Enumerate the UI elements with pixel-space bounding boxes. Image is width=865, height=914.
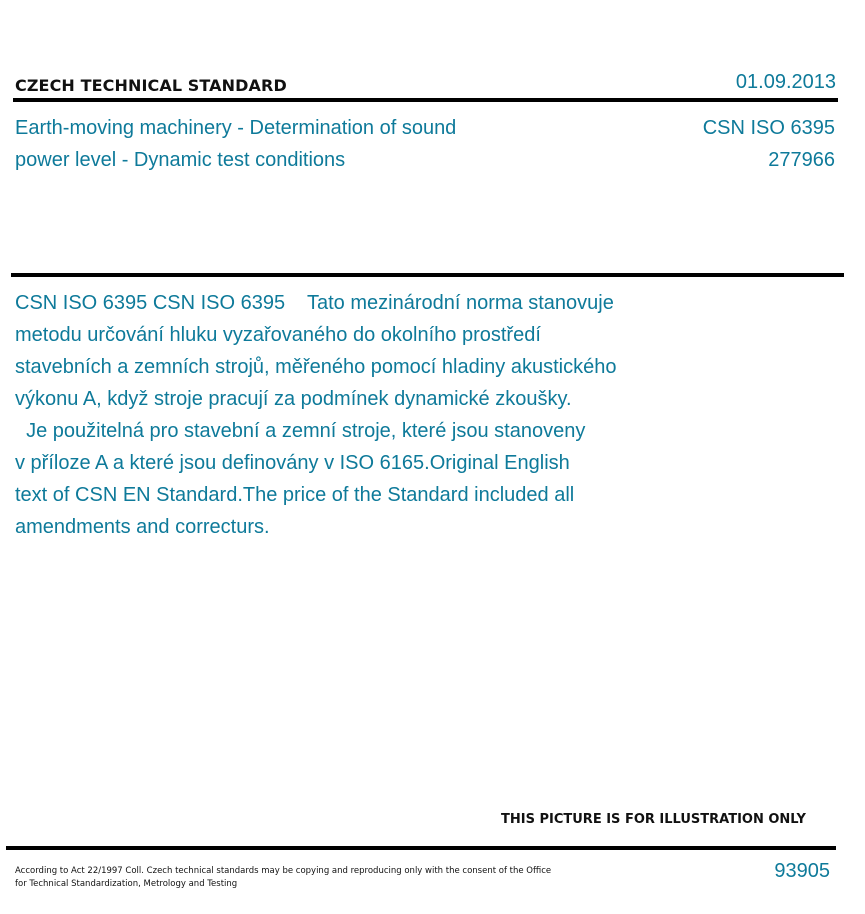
document-title-line-1: Earth-moving machinery - Determination of sound (15, 117, 457, 139)
abstract-line: výkonu A, když stroje pracují za podmínek dynamické zkoušky. (15, 388, 572, 410)
abstract-line: stavebních a zemních strojů, měřeného pomocí hladiny akustického (15, 356, 617, 378)
body-divider (11, 273, 844, 277)
document-title-line-2: power level - Dynamic test conditions (15, 149, 346, 171)
illustration-disclaimer: THIS PICTURE IS FOR ILLUSTRATION ONLY (501, 812, 806, 827)
footer-divider (6, 846, 836, 850)
abstract-line: Je použitelná pro stavební a zemní stroje, které jsou stanoveny (15, 420, 586, 442)
header-divider (13, 98, 838, 102)
publication-date: 01.09.2013 (735, 71, 836, 93)
legal-notice-line: for Technical Standardization, Metrology and Testing (15, 879, 238, 889)
legal-notice (15, 865, 585, 891)
abstract-line: amendments and correcturs. (15, 516, 270, 538)
catalog-number: 277966 (768, 149, 835, 171)
standard-code: CSN ISO 6395 (702, 117, 835, 139)
abstract-text (15, 287, 705, 543)
abstract-line: text of CSN EN Standard.The price of the Standard included all (15, 484, 575, 506)
footer-code: 93905 (774, 860, 830, 882)
abstract-line: v příloze A a které jsou definovány v ISO 6165.Original English (15, 452, 570, 474)
document-type-label: CZECH TECHNICAL STANDARD (15, 76, 287, 95)
abstract-line: metodu určování hluku vyzařovaného do okolního prostředí (15, 324, 541, 346)
abstract-line: CSN ISO 6395 CSN ISO 6395 Tato mezinárodní norma stanovuje (15, 292, 614, 314)
legal-notice-line: According to Act 22/1997 Coll. Czech technical standards may be copying and reproducing only with the consent of the Office (15, 866, 552, 876)
